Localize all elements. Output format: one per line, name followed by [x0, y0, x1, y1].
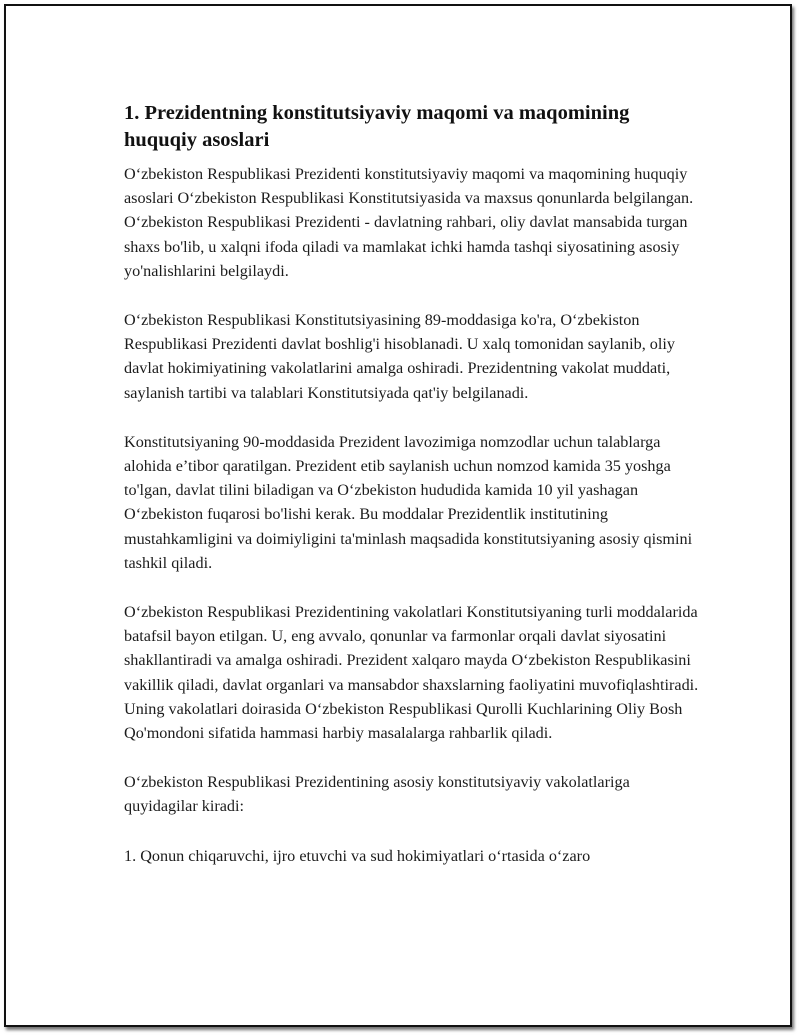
paragraph-article-89: O‘zbekiston Respublikasi Konstitutsiyasining 89-moddasiga ko'ra, O‘zbekiston Respublikasi Prezidenti davlat boshlig'i hisoblanadi. U xalq tomonidan saylanib, oliy davlat hokimiyatining vakolatlarini amalga oshiradi. Prezidentning vakolat muddati, saylanish tartibi va talablari Konstitutsiyada qat'iy belgilanadi.: [124, 311, 675, 402]
page-frame: [4, 4, 792, 1027]
document-body: [124, 100, 704, 868]
section-heading: 1. Prezidentning konstitutsiyaviy maqomi va maqomining huquqiy asoslari: [124, 102, 630, 151]
paragraph-article-90: Konstitutsiyaning 90-moddasida Prezident lavozimiga nomzodlar uchun talablarga alohida e’tibor qaratilgan. Prezident etib saylanish uchun nomzod kamida 35 yoshga to'lgan, davlat tilini biladigan va O‘zbekiston hududida kamida 10 yil yashagan O‘zbekiston fuqarosi bo'lishi kerak. Bu moddalar Prezidentlik institutining mustahkamligini va doimiyligini ta'minlash maqsadida konstitutsiyaning asosiy qismini tashkil qiladi.: [124, 432, 693, 572]
paragraph-intro: O‘zbekiston Respublikasi Prezidenti konstitutsiyaviy maqomi va maqomining huquqiy asoslari O‘zbekiston Respublikasi Konstitutsiyasida va maxsus qonunlarda belgilangan. O‘zbekiston Respublikasi Prezidenti - davlatning rahbari, oliy davlat mansabida turgan shaxs bo'lib, u xalqni ifoda qiladi va mamlakat ichki hamda tashqi siyosatining asosiy yo'nalishlarini belgilaydi.: [124, 165, 694, 280]
list-item-1: 1. Qonun chiqaruvchi, ijro etuvchi va sud hokimiyatlari o‘rtasida o‘zaro: [124, 846, 591, 865]
paragraph-powers: O‘zbekiston Respublikasi Prezidentining vakolatlari Konstitutsiyaning turli moddalarida batafsil bayon etilgan. U, eng avvalo, qonunlar va farmonlar orqali davlat siyosatini shakllantiradi va amalga oshiradi. Prezident xalqaro mayda O‘zbekiston Respublikasini vakillik qiladi, davlat organlari va mansabdor shaxslarning faoliyatini muvofiqlashtiradi. Uning vakolatlari doirasida O‘zbekiston Respublikasi Qurolli Kuchlarining Oliy Bosh Qo'mondoni sifatida hammasi harbiy masalalarga rahbarlik qiladi.: [124, 603, 699, 743]
paragraph-powers-list-intro: O‘zbekiston Respublikasi Prezidentining asosiy konstitutsiyaviy vakolatlariga quyidagilar kiradi:: [124, 773, 630, 816]
